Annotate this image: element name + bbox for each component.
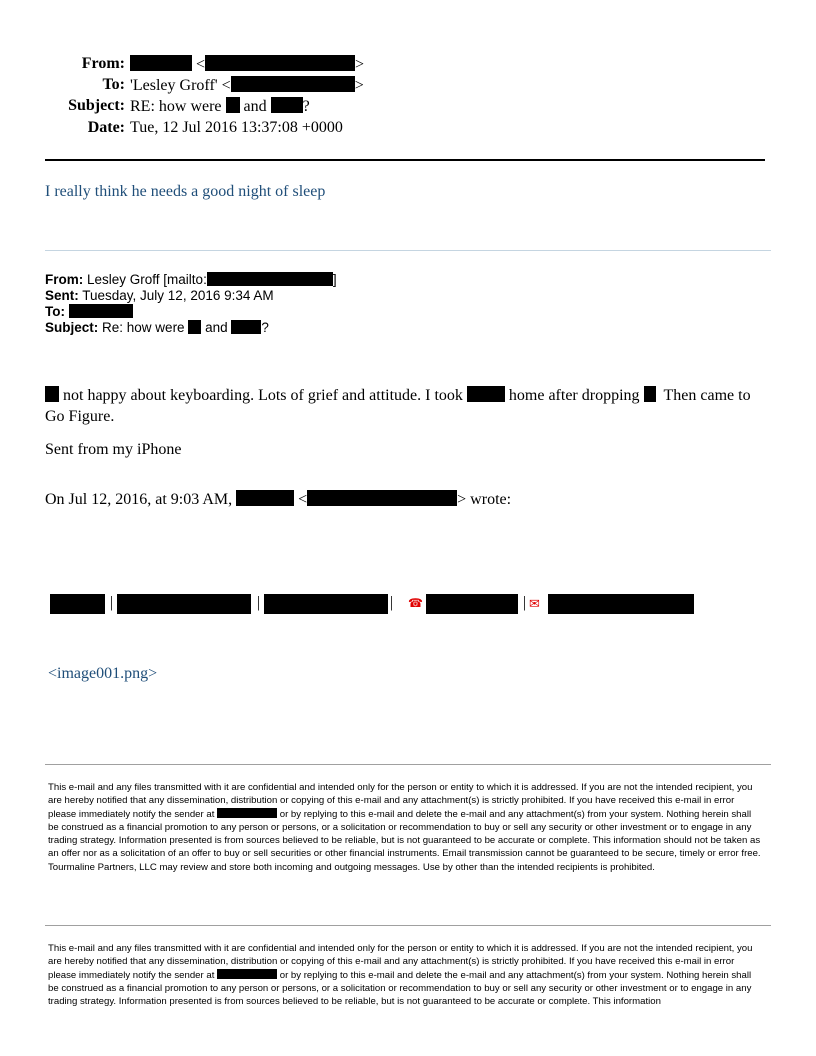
redaction (271, 97, 303, 113)
redaction (307, 490, 457, 506)
forwarded-from-value: Lesley Groff [mailto: (87, 272, 207, 287)
disclaimer-2-part-1: This e-mail and any files transmitted with it are confidential and intended only for the person or entity to which it is addressed. If you are not the intended recipient, you are hereby notified that any dissemination, distribution or copying of this e-mail and any attachment(s) is strictly prohibited. If you have received this e-mail in error please immediately notify the sender at (48, 943, 753, 981)
redaction (236, 490, 294, 506)
on-suffix: > wrote: (457, 491, 512, 508)
redaction (226, 97, 240, 113)
forwarded-sent-row (45, 288, 274, 304)
body-text-c: Then came to (663, 387, 751, 404)
redaction (50, 594, 105, 614)
image-attachment-link[interactable]: <image001.png> (48, 665, 158, 682)
forwarded-subject-q: ? (261, 320, 269, 335)
redaction (45, 386, 59, 402)
reply-divider (45, 250, 771, 251)
body-text-b: home after dropping (508, 387, 640, 404)
redaction (188, 320, 201, 334)
lt-bracket: < (196, 56, 206, 73)
on-wrote-line (45, 490, 511, 510)
redaction (426, 594, 518, 614)
header-to-value (130, 76, 364, 95)
forwarded-from-label: From: (45, 272, 84, 287)
header-subject-label: Subject: (68, 97, 125, 114)
to-name: 'Lesley Groff' (130, 77, 218, 94)
header-from-value (130, 55, 364, 74)
disclaimer-divider-2 (45, 925, 771, 926)
reply-text: I really think he needs a good night of sleep (45, 183, 326, 200)
redaction (231, 320, 261, 334)
header-divider (45, 159, 765, 161)
header-subject-row (0, 97, 816, 117)
gt-bracket: > (354, 77, 364, 94)
separator: | (523, 594, 527, 611)
sent-from-text: Sent from my iPhone (45, 441, 182, 458)
redaction (117, 594, 251, 614)
lt-bracket: < (298, 491, 308, 508)
disclaimer-part-1: This e-mail and any files transmitted with it are confidential and intended only for the person or entity to which it is addressed. If you are not the intended recipient, you are hereby notified that any dissemination, distribution or copying of this e-mail and any attachment(s) is strictly prohibited. If you have received this e-mail in error please immediately notify the sender at (48, 782, 753, 820)
forwarded-subject-label: Subject: (45, 320, 99, 335)
header-subject-value (130, 97, 310, 116)
on-prefix: On Jul 12, 2016, at 9:03 AM, (45, 491, 233, 508)
header-to-label: To: (102, 76, 125, 93)
forwarded-to-label: To: (45, 304, 65, 319)
header-date-value: Tue, 12 Jul 2016 13:37:08 +0000 (130, 119, 343, 136)
separator: | (257, 594, 261, 611)
separator: | (110, 594, 114, 611)
body-line-2: Go Figure. (45, 408, 115, 425)
forwarded-from-row (45, 272, 337, 288)
body-line-1 (45, 386, 751, 406)
redaction (205, 55, 355, 71)
redaction (264, 594, 388, 614)
redaction (231, 76, 355, 92)
forwarded-to-row (45, 304, 133, 320)
disclaimer-text (48, 781, 764, 874)
forwarded-subject-and: and (205, 320, 228, 335)
separator: | (390, 594, 394, 611)
redaction (644, 386, 656, 402)
forwarded-from-close: ] (332, 272, 337, 287)
header-date-label: Date: (87, 119, 125, 136)
body-text-a: not happy about keyboarding. Lots of grief and attitude. I took (63, 387, 463, 404)
disclaimer-2-part-2: or by replying to this e-mail and delete the e-mail and any attachment(s) from your system. Nothing herein shall be construed as a financial promotion to any person or persons, or a solicitation or recommendation to buy or sell any security or other investment or to engage in any trading strategy. Information presented is from sources believed to be reliable, but is not guaranteed to be accurate or complete. This information (48, 969, 752, 1008)
forwarded-sent-value: Tuesday, July 12, 2016 9:34 AM (82, 288, 274, 303)
redaction (130, 55, 192, 71)
phone-icon: ☎ (408, 596, 423, 610)
header-from-row (0, 55, 816, 75)
redaction (548, 594, 694, 614)
forwarded-sent-label: Sent: (45, 288, 79, 303)
disclaimer-divider (45, 764, 771, 765)
redaction (217, 969, 277, 979)
header-from-label: From: (81, 55, 125, 72)
disclaimer-text-2 (48, 942, 764, 1008)
header-date-row (0, 119, 816, 139)
redaction (217, 808, 277, 818)
subject-q: ? (302, 98, 310, 115)
redaction (69, 304, 133, 318)
disclaimer-part-2: or by replying to this e-mail and delete the e-mail and any attachment(s) from your system. Nothing herein shall be construed as a financial promotion to any person or persons, or a solicitation or recommendation to buy or sell any security or other investment or to engage in any trading strategy. Information presented is from sources believed to be reliable, but is not guaranteed to be accurate or complete. This information should not be taken as an offer nor as a solicitation of an offer to buy or sell securities or other financial instruments. Email transmission cannot be guaranteed to be secure, timely or error free. Tourmaline Partners, LLC may review and store both incoming and outgoing messages. Use by other than the intended recipients is prohibited. (48, 808, 761, 873)
mail-icon: ✉ (529, 596, 540, 611)
subject-and: and (243, 98, 267, 115)
lt-bracket: < (221, 77, 231, 94)
forwarded-subject-row (45, 320, 269, 336)
header-to-row (0, 76, 816, 96)
redaction (207, 272, 333, 286)
forwarded-subject-prefix: Re: how were (102, 320, 185, 335)
gt-bracket: > (355, 56, 365, 73)
subject-prefix: RE: how were (130, 98, 222, 115)
redaction (467, 386, 505, 402)
